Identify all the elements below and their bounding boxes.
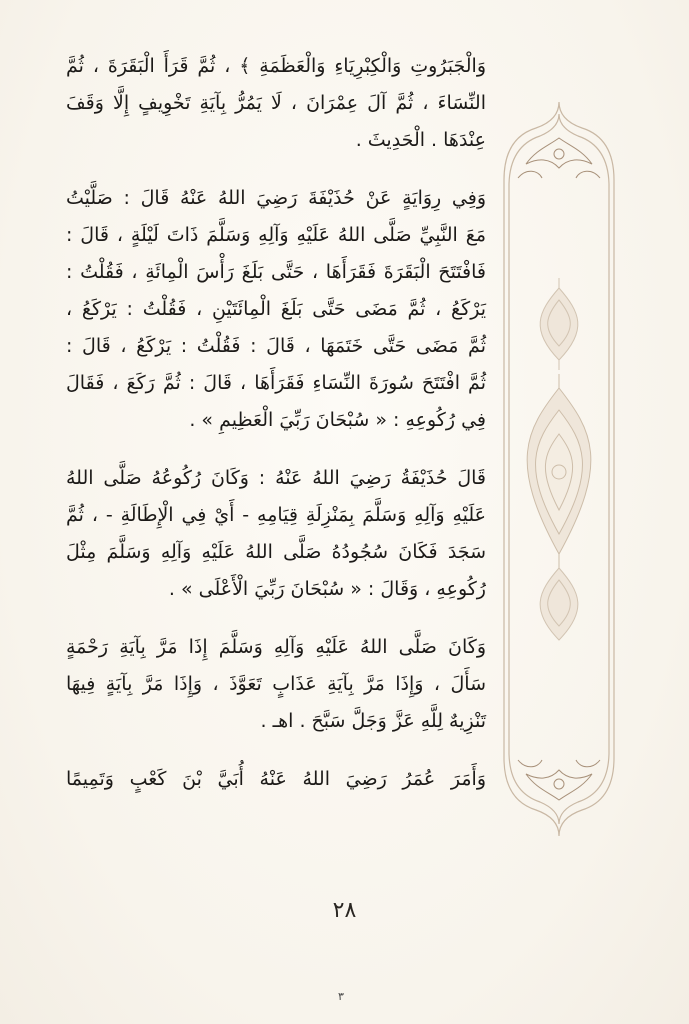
text-line: فَافْتَتَحَ الْبَقَرَةَ فَقَرَأَهَا ، حَتَّى بَلَغَ رَأْسَ الْمِائَةِ ، فَقُلْتُ :	[66, 261, 486, 283]
ornamental-frame	[496, 98, 622, 840]
text-line: ثُمَّ مَضَى حَتَّى خَتَمَهَا ، قَالَ : فَقُلْتُ : يَرْكَعُ ، قَالَ :	[66, 335, 486, 357]
upper-medallion-icon	[540, 278, 578, 370]
paragraph-1	[66, 48, 486, 159]
central-medallion-icon	[527, 374, 591, 568]
paragraph-5	[66, 761, 486, 798]
text-line: النِّسَاءَ ، ثُمَّ آلَ عِمْرَانَ ، لَا يَمُرُّ بِآيَةِ تَخْوِيفٍ إِلَّا وَقَفَ	[66, 92, 486, 114]
text-line: تَنْزِيهٌ لِلَّهِ عَزَّ وَجَلَّ سَبَّحَ . اهـ .	[260, 710, 486, 732]
top-flourish-icon	[518, 138, 600, 178]
page-number: ٢٨	[332, 898, 357, 923]
text-line: وَأَمَرَ عُمَرُ رَضِيَ اللهُ عَنْهُ أُبَيَّ بْنَ كَعْبٍ وَتَمِيمًا	[66, 768, 486, 790]
text-body	[66, 48, 486, 798]
text-line: عِنْدَهَا . الْحَدِيثَ .	[355, 129, 486, 151]
text-line: وَكَانَ صَلَّى اللهُ عَلَيْهِ وَآلِهِ وَسَلَّمَ إِذَا مَرَّ بِآيَةِ رَحْمَةٍ	[66, 636, 486, 658]
text-line: سَجَدَ فَكَانَ سُجُودُهُ صَلَّى اللهُ عَلَيْهِ وَآلِهِ وَسَلَّمَ مِثْلَ	[66, 541, 486, 563]
lower-medallion-icon	[540, 568, 578, 640]
text-line: يَرْكَعُ ، ثُمَّ مَضَى حَتَّى بَلَغَ الْمِائَتَيْنِ ، فَقُلْتُ : يَرْكَعُ ،	[66, 298, 486, 320]
paragraph-3	[66, 460, 486, 608]
text-line: رُكُوعِهِ ، وَقَالَ : « سُبْحَانَ رَبِّيَ الْأَعْلَى » .	[168, 578, 486, 600]
text-line: سَأَلَ ، وَإِذَا مَرَّ بِآيَةِ عَذَابٍ تَعَوَّذَ ، وَإِذَا مَرَّ بِآيَةٍ فِيهَا	[66, 673, 486, 695]
text-line: عَلَيْهِ وَآلِهِ وَسَلَّمَ بِمَنْزِلَةِ قِيَامِهِ - أَيْ فِي الْإِطَالَةِ - ، ثُمَّ	[66, 504, 486, 526]
paragraph-4	[66, 629, 486, 740]
paragraph-2	[66, 180, 486, 439]
text-line: ثُمَّ افْتَتَحَ سُورَةَ النِّسَاءِ فَقَرَأَهَا ، قَالَ : ثُمَّ رَكَعَ ، فَقَالَ	[66, 372, 486, 394]
text-line: مَعَ النَّبِيِّ صَلَّى اللهُ عَلَيْهِ وَآلِهِ وَسَلَّمَ ذَاتَ لَيْلَةٍ ، قَالَ :	[66, 224, 486, 246]
text-line: قَالَ حُذَيْفَةُ رَضِيَ اللهُ عَنْهُ : وَكَانَ رُكُوعُهُ صَلَّى اللهُ	[66, 467, 486, 489]
footer-mark: ٣	[338, 990, 344, 1003]
bottom-flourish-icon	[518, 760, 600, 800]
text-line: وَالْجَبَرُوتِ وَالْكِبْرِيَاءِ وَالْعَظَمَةِ ﴾ ، ثُمَّ قَرَأَ الْبَقَرَةَ ، ثُمَّ	[66, 55, 486, 77]
text-line: فِي رُكُوعِهِ : « سُبْحَانَ رَبِّيَ الْعَظِيمِ » .	[189, 409, 486, 431]
text-line: وَفِي رِوَايَةٍ عَنْ حُذَيْفَةَ رَضِيَ اللهُ عَنْهُ قَالَ : صَلَّيْتُ	[66, 187, 486, 209]
